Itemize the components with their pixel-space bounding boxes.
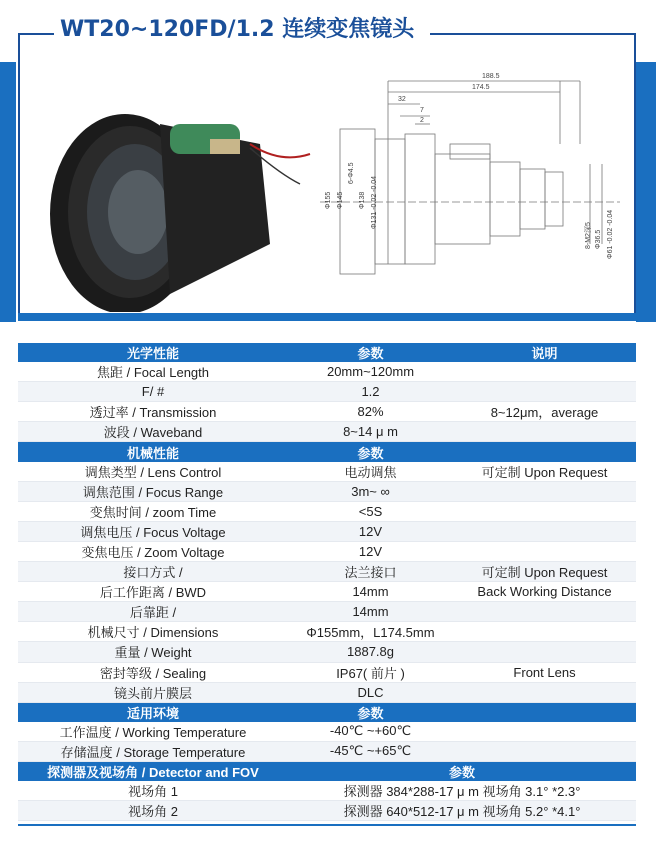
table-row xyxy=(18,722,636,742)
spec-note xyxy=(453,422,636,442)
table-row xyxy=(18,662,636,682)
spec-table xyxy=(18,343,636,821)
spec-value: 12V xyxy=(358,523,383,539)
header-cell: 适用环境 xyxy=(18,702,288,722)
header-cell xyxy=(453,702,636,722)
table-row xyxy=(18,521,636,541)
spec-label: 调焦类型 / Lens Control xyxy=(84,464,222,480)
table-row xyxy=(18,481,636,501)
dim-label: 174.5 xyxy=(472,84,490,91)
dim-label: 32 xyxy=(398,96,406,103)
spec-note xyxy=(453,382,636,402)
product-figure xyxy=(20,44,634,312)
technical-drawing xyxy=(320,81,620,274)
table-row xyxy=(18,501,636,521)
spec-note xyxy=(453,682,636,702)
spec-note xyxy=(453,602,636,622)
spec-value: 探测器 384*288-17 μ m 视场角 3.1° *2.3° xyxy=(343,784,581,800)
spec-label: 透过率 / Transmission xyxy=(89,405,217,421)
table-row xyxy=(18,602,636,622)
spec-value: 20mm~120mm xyxy=(326,364,415,380)
spec-value: 法兰接口 xyxy=(344,565,397,581)
table-row xyxy=(18,642,636,662)
drawing-labels xyxy=(325,73,614,259)
table-row xyxy=(18,382,636,402)
spec-label: F/ # xyxy=(141,384,165,400)
table-row xyxy=(18,422,636,442)
dim-label: 8-M2深5 xyxy=(585,222,592,249)
spec-value: DLC xyxy=(357,684,384,700)
frame-bottom xyxy=(18,313,636,321)
spec-note xyxy=(453,521,636,541)
title-rule-right xyxy=(430,33,635,35)
spec-value: 1887.8g xyxy=(347,644,394,660)
spec-label: 后工作距离 / BWD xyxy=(99,585,207,601)
spec-label: 变焦时间 / zoom Time xyxy=(89,504,217,520)
spec-value: 电动调焦 xyxy=(344,464,397,480)
spec-note xyxy=(453,642,636,662)
table-row xyxy=(18,582,636,602)
dim-label: 6-Φ4.5 xyxy=(348,162,355,184)
spec-value: 探测器 640*512-17 μ m 视场角 5.2° *4.1° xyxy=(343,804,581,820)
table-row xyxy=(18,741,636,761)
table-row xyxy=(18,362,636,382)
spec-label: 焦距 / Focal Length xyxy=(97,365,209,381)
table-row xyxy=(18,562,636,582)
spec-label: 接口方式 / xyxy=(123,565,183,581)
spec-note: 可定制 Upon Request xyxy=(481,464,608,480)
spec-label: 调焦范围 / Focus Range xyxy=(82,484,224,500)
spec-note xyxy=(453,622,636,642)
spec-value: 82% xyxy=(357,404,384,420)
spec-value: -45℃ ~+65℃ xyxy=(329,743,412,759)
bottom-rule xyxy=(18,824,636,826)
spec-note: Front Lens xyxy=(513,664,576,680)
dim-label: Φ138 xyxy=(359,191,366,209)
frame-right xyxy=(634,33,636,315)
spec-value: 12V xyxy=(358,543,383,559)
spec-label: 镜头前片膜层 xyxy=(113,685,192,701)
header-cell: 参数 xyxy=(288,343,453,362)
header-cell: 光学性能 xyxy=(18,343,288,362)
spec-label: 机械尺寸 / Dimensions xyxy=(87,625,219,641)
table-row xyxy=(18,801,636,821)
spec-note: Back Working Distance xyxy=(477,584,612,600)
spec-label: 密封等级 / Sealing xyxy=(99,665,207,681)
spec-note xyxy=(453,481,636,501)
spec-note xyxy=(453,722,636,742)
dim-label: Φ131 -0.02 -0.04 xyxy=(371,175,378,229)
dim-label: Φ145 xyxy=(337,191,344,209)
header-cell: 探测器及视场角 / Detector and FOV xyxy=(18,761,288,781)
spec-note xyxy=(453,741,636,761)
product-image-area xyxy=(20,44,634,312)
spec-label: 存储温度 / Storage Temperature xyxy=(60,744,246,760)
side-band-right xyxy=(636,62,656,322)
spec-value: -40℃ ~+60℃ xyxy=(329,723,412,739)
spec-value: 14mm xyxy=(352,584,389,600)
spec-value: IP67( 前片 ) xyxy=(336,665,405,681)
table-row xyxy=(18,622,636,642)
dim-label: 7 xyxy=(420,107,424,114)
section-header xyxy=(18,702,636,722)
spec-value: 8~14 μ m xyxy=(343,424,398,440)
spec-note xyxy=(453,362,636,382)
spec-label: 重量 / Weight xyxy=(114,645,192,661)
dim-label: Φ36.5 xyxy=(595,229,602,249)
table-row xyxy=(18,682,636,702)
dim-label: 188.5 xyxy=(482,73,500,80)
spec-note xyxy=(453,541,636,561)
title-rule-left xyxy=(18,33,54,35)
section-header xyxy=(18,442,636,462)
dim-label: Φ61 -0.02 -0.04 xyxy=(607,209,614,259)
spec-label: 调焦电压 / Focus Voltage xyxy=(80,524,226,540)
table-row xyxy=(18,541,636,561)
spec-label: 后靠距 / xyxy=(129,605,177,621)
side-band-left xyxy=(0,62,16,322)
spec-label: 波段 / Waveband xyxy=(103,425,203,441)
spec-note: 可定制 Upon Request xyxy=(481,565,608,581)
spec-note xyxy=(453,501,636,521)
header-cell: 参数 xyxy=(288,702,453,722)
header-cell: 说明 xyxy=(453,343,636,362)
section-header xyxy=(18,761,636,781)
header-cell: 机械性能 xyxy=(18,442,288,462)
dim-label: Φ155 xyxy=(325,191,332,209)
spec-value: 1.2 xyxy=(361,384,380,400)
spec-label: 变焦电压 / Zoom Voltage xyxy=(81,544,225,560)
table-row xyxy=(18,781,636,801)
spec-value: 3m~ ∞ xyxy=(351,483,390,499)
dim-label: 2 xyxy=(420,117,424,124)
lens-photo xyxy=(50,114,310,312)
spec-label: 视场角 2 xyxy=(128,804,178,820)
header-cell xyxy=(453,442,636,462)
spec-value: 14mm xyxy=(352,604,389,620)
header-cell: 参数 xyxy=(288,442,453,462)
spec-value: <5S xyxy=(358,503,383,519)
spec-label: 视场角 1 xyxy=(128,784,178,800)
header-cell: 参数 xyxy=(288,761,636,781)
spec-value: Φ155mm，L174.5mm xyxy=(306,625,435,641)
spec-note: 8~12μm，average xyxy=(490,405,599,421)
spec-label: 工作温度 / Working Temperature xyxy=(59,724,247,740)
table-row xyxy=(18,402,636,422)
table-row xyxy=(18,462,636,482)
page-title: WT20~120FD/1.2 连续变焦镜头 xyxy=(60,17,415,42)
section-header xyxy=(18,343,636,362)
